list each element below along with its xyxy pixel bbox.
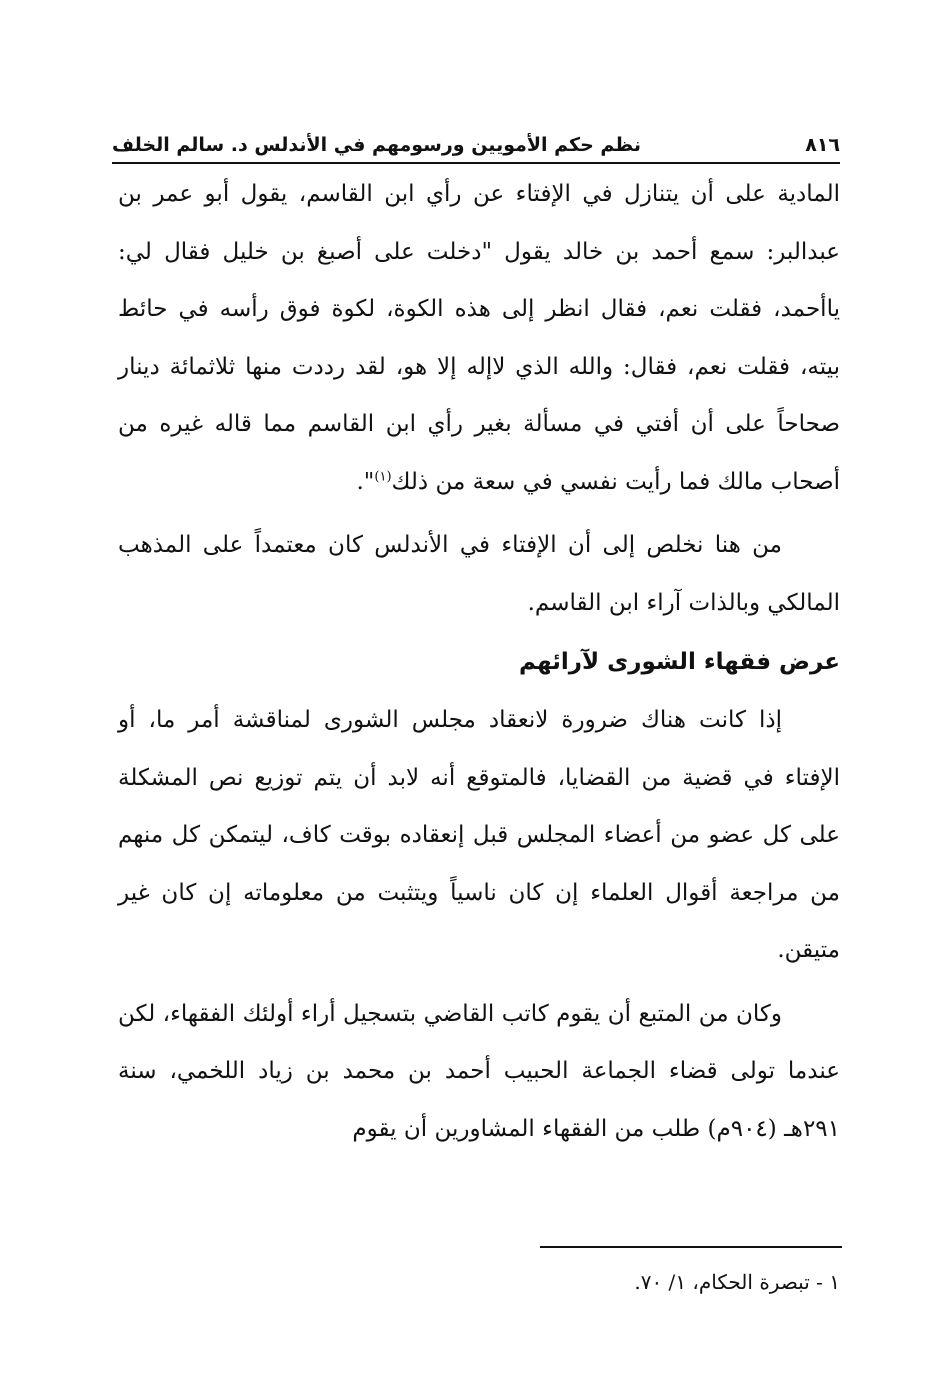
paragraph-3: إذا كانت هناك ضرورة لانعقاد مجلس الشورى لمناقشة أمر ما، أو الإفتاء في قضية من القضايا، فالمتوقع أنه لابد أن يتم توزيع نص المشكلة على كل عضو من أعضاء المجلس قبل إنعقاده بوقت كاف، ليتمكن كل منهم من مراجعة أقوال العلماء إن كان ناسياً ويتثبت من معلوماته إن كان غير متيقن. xyxy=(118,707,840,963)
paragraph-1 xyxy=(118,166,840,511)
paragraph-1-text: المادية على أن يتنازل في الإفتاء عن رأي ابن القاسم، يقول أبو عمر بن عبدالبر: سمع أحمد بن خالد يقول "دخلت على أصبغ بن خليل فقال لي: ياأحمد، فقلت نعم، فقال انظر إلى هذه الكوة، لكوة فوق رأسه في حائط بيته، فقلت نعم، فقال: والله الذي لاإله إلا هو، لقد رددت منها ثلاثمائة دينار صحاحاً على أن أفتي في مسألة بغير رأي ابن القاسم مما قاله غيره من أصحاب مالك فما رأيت نفسي في سعة من ذلك xyxy=(118,181,840,495)
footnote-reference: (١) xyxy=(374,468,392,484)
paragraph-4: وكان من المتبع أن يقوم كاتب القاضي بتسجيل أراء أولئك الفقهاء، لكن عندما تولى قضاء الجماعة الحبيب أحمد بن محمد بن زياد اللخمي، سنة ٢٩١هـ (٩٠٤م) طلب من الفقهاء المشاورين أن يقوم xyxy=(118,1000,840,1142)
footnote-1: ١ - تبصرة الحكام، ١/ ٧٠. xyxy=(634,1270,840,1294)
running-header xyxy=(112,128,840,162)
section-heading: عرض فقهاء الشورى لآرائهم xyxy=(519,649,840,675)
page-number: ٨١٦ xyxy=(805,134,840,156)
header-rule xyxy=(112,162,840,164)
footnote-rule xyxy=(540,1246,842,1248)
paragraph-2: من هنا نخلص إلى أن الإفتاء في الأندلس كان معتمداً على المذهب المالكي وبالذات آراء ابن القاسم. xyxy=(118,532,840,616)
paragraph-1-end: ". xyxy=(356,468,375,495)
running-title: نظم حكم الأمويين ورسومهم في الأندلس د. سالم الخلف xyxy=(112,134,641,156)
body-text xyxy=(118,166,840,1158)
